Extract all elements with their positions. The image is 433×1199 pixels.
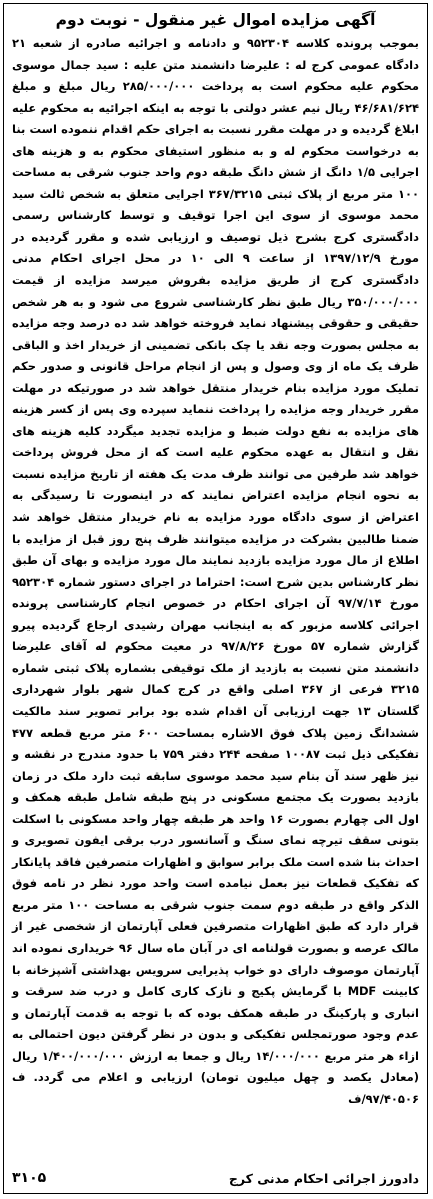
- notice-footer: [12, 1167, 419, 1189]
- notice-body: بموجب پرونده کلاسه ۹۵۲۳۰۴ و دادنامه و اجرائیه صادره از شعبه ۲۱ دادگاه عمومی کرج له : علیرضا دانشمند متن علیه : سید جمال موسوی محکوم علیه محکوم است به پرداخت ۲۸۵/۰۰۰/۰۰۰ ریال مبلغ و مبلغ ۴۶/۶۸۱/۶۲۴ ریال نیم عشر دولتی با توجه به اینکه اجرائیه به محکوم علیه ابلاغ گردیده و در مهلت مقرر نسبت به اجرای حکم اقدام ننموده است بنا به درخواست محکوم له و به منظور استیفای محکوم به و هزینه های اجرایی ۱/۵ دانگ از شش دانگ طبقه دوم واحد جنوب شرقی به مساحت ۱۰۰ متر مربع از پلاک ثبتی ۳۶۷/۳۲۱۵ اجرایی متعلق به شخص ثالث سید محمد موسوی از سوی این اجرا توقیف و توسط کارشناس رسمی دادگستری کرج بشرح ذیل توصیف و ارزیابی شده و مقرر گردیده در مورخ ۱۳۹۷/۱۲/۹ از ساعت ۹ الی ۱۰ در محل اجرای احکام مدنی دادگستری کرج از طریق مزایده بفروش میرسد مزایده از قیمت ۳۵۰/۰۰۰/۰۰۰ ریال طبق نظر کارشناسی شروع می شود و به هر شخص حقیقی و حقوقی پیشنهاد نماید فروخته خواهد شد ده درصد وجه مزایده به مجلس بصورت وجه نقد یا چک بانکی تضمینی از خریدار اخذ و الباقی ظرف یک ماه از وی وصول و پس از انجام مراحل قانونی و صدور حکم تملیک مورد مزایده بنام خریدار منتقل خواهد شد در صورتیکه در مهلت مقرر خریدار وجه مزایده را پرداخت ننماید سپرده وی پس از کسر هزینه های مزایده به نفع دولت ضبط و مزایده تجدید میگردد کلیه هزینه های نقل و انتقال به عهده محکوم علیه است که از محل فروش پرداخت خواهد شد طرفین می توانند ظرف مدت یک هفته از تاریخ مزایده نسبت به نحوه انجام مزایده اعتراض نمایند که در اینصورت تا رسیدگی به اعتراض از سوی دادگاه مورد مزایده به نام خریدار منتقل خواهد شد ضمنا طالبین بشرکت در مزایده میتوانند ظرف پنج روز قبل از مزایده با اطلاع از مال مورد مزایده بازدید نمایند مال مورد مزایده و بهای آن طبق نظر کارشناس بدین شرح است: احتراما در اجرای دستور شماره ۹۵۲۳۰۴ مورخ ۹۷/۷/۱۴ آن اجرای احکام در خصوص انجام کارشناسی پرونده اجرائی کلاسه مزبور که به اینجانب مهران رشیدی ارجاع گردیده پیرو گزارش شماره ۵۷ مورخ ۹۷/۸/۲۶ در معیت محکوم له آقای علیرضا دانشمند متن نسبت به بازدید از ملک توقیفی بشماره پلاک ثبتی شماره ۳۲۱۵ فرعی از ۳۶۷ اصلی واقع در کرج کمال شهر بلوار شهرداری گلستان ۱۳ جهت ارزیابی آن اقدام شده بود برابر تصویر سند مالکیت ششدانگ زمین پلاک فوق الاشاره بمساحت ۶۰۰ متر مربع قطعه ۴۷۷ تفکیکی ذیل ثبت ۱۰۰۸۷ صفحه ۲۴۴ دفتر ۷۵۹ با حدود مندرج در نقشه و نیز ظهر سند آن بنام سید محمد موسوی سابقه ثبت دارد ملک در زمان بازدید بصورت یک مجتمع مسکونی در پنج طبقه شامل طبقه همکف و اول الی چهارم بصورت ۱۶ واحد هر طبقه چهار واحد مسکونی با اسکلت بتونی سقف تیرچه نمای سنگ و آسانسور درب برقی ایفون تصویری و احداث بنا شده است ملک برابر سوابق و اظهارات متصرفین فاقد پایانکار که تفکیک قطعات نیز بعمل نیامده است واحد مورد نظر در نامه فوق الذکر واقع در طبقه دوم سمت جنوب شرقی به مساحت ۱۰۰ متر مربع قرار دارد که طبق اظهارات متصرفین فعلی آپارتمان از شخصی غیر از مالک عرصه و بصورت قولنامه ای در آبان ماه سال ۹۶ خریداری نموده اند آپارتمان موصوف دارای دو خواب پذیرایی سرویس بهداشتی آشپزخانه با کابینت MDF با گرمایش پکیج و نازک کاری کامل و درب ضد سرقت و انباری و پارکینگ در طبقه همکف بوده که با توجه به قدمت آپارتمان و عدم وجود صورتمجلس تفکیکی و بدون در نظر گرفتن دیون احتمالی به ازاء هر متر مربع ۱۴/۰۰۰/۰۰۰ ریال و جمعا به ارزش ۱/۴۰۰/۰۰۰/۰۰۰ ریال (معادل یکصد و چهل میلیون تومان) ارزیابی و اعلام می گردد. ف ۹۷/۴۰۵۰۶/ف: [12, 36, 420, 1106]
- notice-code: ۳۱۰۵: [12, 1170, 47, 1186]
- auction-notice: [3, 3, 428, 1194]
- notice-issuer: دادورز اجرائی احکام مدنی کرج: [228, 1170, 419, 1186]
- notice-title: آگهی مزایده اموال غیر منقول - نوبت دوم: [55, 11, 376, 29]
